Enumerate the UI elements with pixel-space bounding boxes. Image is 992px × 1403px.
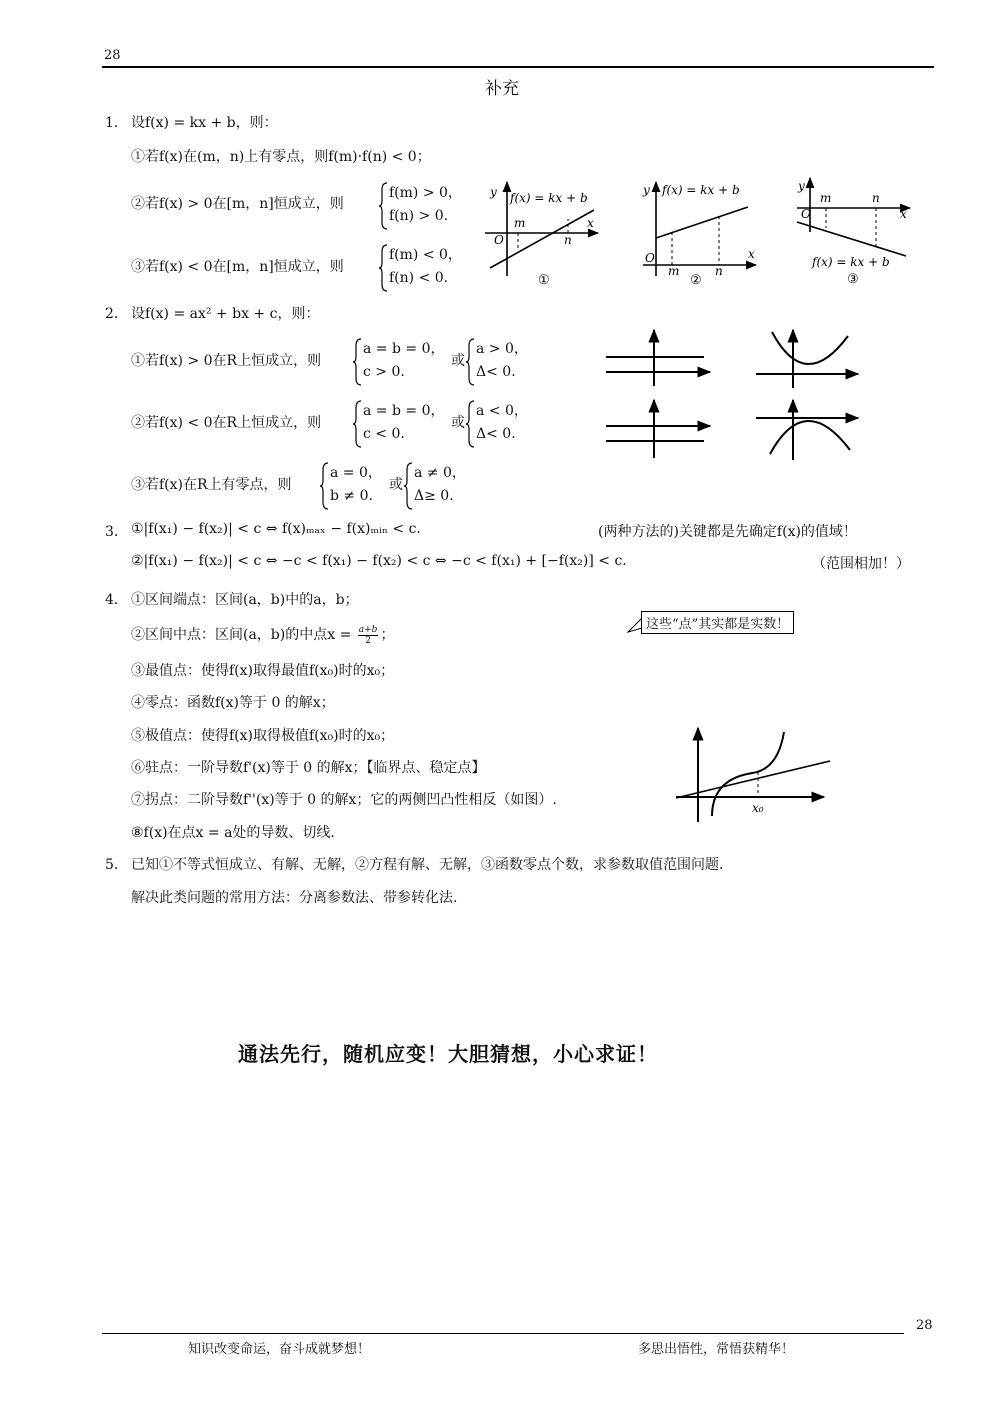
section1-item1: ①若f(x)在(m，n)上有零点，则f(m)·f(n) < 0；	[131, 149, 431, 165]
condition: a ≠ 0，	[414, 465, 466, 481]
section4-item7: ⑦拐点：二阶导数f''(x)等于 0 的解x；它的两侧凹凸性相反（如图）.	[131, 792, 557, 808]
svg-text:y: y	[643, 183, 650, 197]
section5-line1: 已知①不等式恒成立、有解、无解，②方程有解、无解，③函数零点个数，求参数取值范围问题.	[131, 857, 724, 873]
item-text: ；	[380, 627, 395, 643]
section2-item1-text: ①若f(x) > 0在R上恒成立，则	[131, 353, 322, 369]
svg-text:x: x	[748, 247, 755, 261]
section2-number: 2．	[105, 306, 128, 322]
section3-line2: ②|f(x₁) − f(x₂)| < c ⇔ −c < f(x₁) − f(x₂) < c ⇔ −c < f(x₁) + [−f(x₂)] < c.	[131, 553, 627, 569]
section4-item6: ⑥驻点：一阶导数f'(x)等于 0 的解x；【临界点、稳定点】	[131, 760, 486, 776]
svg-text:x₀: x₀	[752, 801, 764, 815]
section2-item3-text: ③若f(x)在R上有零点，则	[131, 477, 292, 493]
linear-figure-1	[480, 176, 610, 291]
brace-icon	[379, 182, 389, 230]
fraction-numerator: a+b	[358, 624, 378, 635]
section1-item3-text: ③若f(x) < 0在[m，n]恒成立，则	[131, 259, 344, 275]
svg-text:f(x) = kx + b: f(x) = kx + b	[510, 191, 588, 205]
svg-text:③: ③	[847, 272, 859, 287]
section4-item8: ⑧f(x)在点x = a处的导数、切线.	[131, 825, 335, 841]
section3-line2-note: （范围相加！）	[812, 556, 910, 572]
section1-item2-cond2: f(n) > 0.	[389, 208, 449, 224]
section2-item1-system-b	[466, 338, 546, 388]
linear-figure-3	[792, 174, 917, 289]
condition: Δ< 0.	[476, 426, 516, 442]
section5-line2: 解决此类问题的常用方法：分离参数法、带参转化法.	[131, 890, 458, 906]
section4-item5: ⑤极值点：使得f(x)取得极值f(x₀)时的x₀；	[131, 728, 395, 744]
svg-text:②: ②	[690, 273, 702, 288]
section3-line1-note: (两种方法的)关键都是先确定f(x)的值域！	[598, 524, 857, 540]
condition: Δ≥ 0.	[414, 488, 454, 504]
condition: a = b = 0，	[363, 403, 445, 419]
condition: a > 0，	[476, 341, 528, 357]
section2-item2-system-a	[353, 400, 453, 450]
svg-text:f(x) = kx + b: f(x) = kx + b	[662, 183, 740, 197]
svg-text:①: ①	[538, 273, 550, 288]
svg-text:m: m	[820, 191, 832, 205]
brace-icon	[466, 338, 476, 386]
section2-item1-system-a	[353, 338, 453, 388]
section2-item3-system-a	[320, 462, 400, 512]
section4-item3: ③最值点：使得f(x)取得最值f(x₀)时的x₀；	[131, 663, 395, 679]
svg-text:n: n	[564, 233, 572, 247]
brace-icon	[320, 462, 330, 510]
or-label: 或	[451, 415, 465, 431]
horizontal-lines-below-figure	[600, 396, 720, 462]
svg-text:m: m	[668, 264, 680, 278]
midpoint-fraction	[358, 625, 379, 646]
parabola-up-figure	[750, 324, 865, 390]
svg-text:O: O	[801, 207, 811, 221]
footer-page-number: 28	[916, 1318, 933, 1333]
svg-text:x: x	[587, 216, 594, 230]
section1-item2-cond1: f(m) > 0，	[389, 185, 462, 201]
footer-right-slogan: 多思出悟性，常悟获精华！	[638, 1342, 795, 1357]
condition: a = b = 0，	[363, 341, 445, 357]
or-label: 或	[451, 353, 465, 369]
section1-intro: 设f(x) = kx + b，则：	[131, 115, 278, 131]
brace-icon	[353, 338, 363, 386]
section4-item1: ①区间端点：区间(a，b)中的a，b；	[131, 592, 359, 608]
section2-intro: 设f(x) = ax² + bx + c，则：	[131, 306, 320, 322]
svg-text:n: n	[872, 191, 880, 205]
svg-text:O: O	[494, 233, 504, 247]
linear-figure-2	[638, 176, 763, 291]
motto: 通法先行，随机应变！大胆猜想，小心求证！	[238, 1042, 658, 1066]
svg-text:f(x) = kx + b: f(x) = kx + b	[812, 255, 890, 269]
svg-text:x: x	[900, 207, 907, 221]
condition: Δ< 0.	[476, 364, 516, 380]
condition: b ≠ 0.	[330, 488, 373, 504]
svg-text:y: y	[490, 185, 497, 199]
section1-number: 1．	[105, 115, 128, 131]
svg-text:n: n	[715, 264, 723, 278]
item-text: ②区间中点：区间(a，b)的中点x =	[131, 627, 352, 643]
section1-item3-cond1: f(m) < 0，	[389, 247, 462, 263]
section4-item2	[131, 624, 394, 646]
section3-line1: ①|f(x₁) − f(x₂)| < c ⇔ f(x)ₘₐₓ − f(x)ₘᵢₙ < c.	[131, 521, 421, 537]
page-title: 补充	[485, 79, 519, 99]
section1-item3-cond2: f(n) < 0.	[389, 270, 449, 286]
inflection-point-figure	[672, 724, 832, 829]
section1-item2-text: ②若f(x) > 0在[m，n]恒成立，则	[131, 196, 344, 212]
section3-number: 3．	[105, 524, 128, 540]
condition: c > 0.	[363, 364, 405, 380]
or-label: 或	[389, 477, 403, 493]
header-page-number: 28	[104, 48, 121, 63]
section4-number: 4．	[105, 592, 128, 608]
header-rule	[102, 66, 934, 68]
parabola-down-figure	[750, 396, 865, 462]
brace-icon	[379, 244, 389, 292]
callout-note: 这些“点”其实都是实数！	[641, 611, 794, 634]
horizontal-lines-above-figure	[600, 324, 720, 390]
fraction-denominator: 2	[365, 635, 371, 646]
section2-item2-system-b	[466, 400, 546, 450]
svg-text:O: O	[645, 251, 655, 265]
svg-text:y: y	[798, 179, 805, 193]
footer-left-slogan: 知识改变命运，奋斗成就梦想！	[188, 1342, 371, 1357]
condition: a = 0，	[330, 465, 382, 481]
section1-item3-system	[379, 244, 489, 294]
section5-number: 5．	[105, 857, 128, 873]
section2-item2-text: ②若f(x) < 0在R上恒成立，则	[131, 415, 322, 431]
brace-icon	[353, 400, 363, 448]
section1-item2-system	[379, 182, 489, 232]
condition: c < 0.	[363, 426, 405, 442]
condition: a < 0，	[476, 403, 528, 419]
footer-rule	[102, 1333, 904, 1334]
section2-item3-system-b	[404, 462, 484, 512]
brace-icon	[404, 462, 414, 510]
svg-text:m: m	[514, 216, 526, 230]
brace-icon	[466, 400, 476, 448]
section4-item4: ④零点：函数f(x)等于 0 的解x；	[131, 695, 335, 711]
